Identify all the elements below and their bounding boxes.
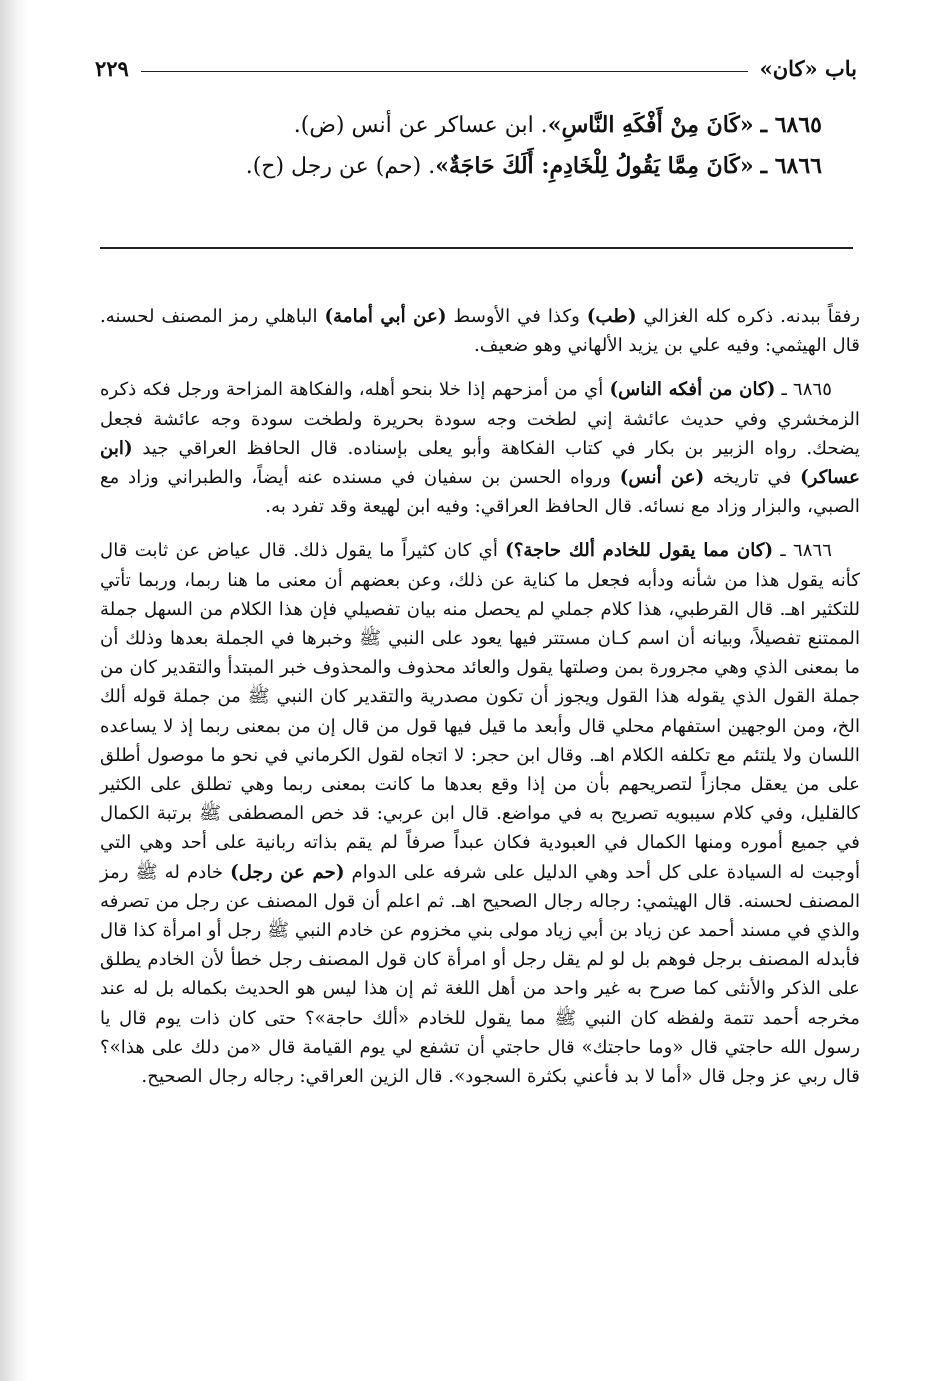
- hadith-source: . ابن عساكر عن أنس (ض).: [293, 113, 548, 138]
- hadith-number: ٦٨٦٥ ـ: [760, 112, 822, 138]
- hadith-entry: [150, 105, 822, 146]
- source-name: (ابن عساكر): [100, 437, 861, 489]
- commentary-text: الباهلي رمز المصنف لحسنه. قال الهيثمي: وفيه علي بن يزيد الألهاني وهو ضعيف.: [100, 306, 860, 357]
- entry-number: ٦٨٦٦ ـ: [773, 540, 833, 562]
- hadith-quote: (كان من أفكه الناس): [609, 379, 776, 401]
- chapter-title: باب «كان»: [759, 55, 857, 81]
- commentary-paragraph: [100, 536, 860, 1091]
- hadith-text: «كَانَ مِنْ أَفْكَهِ النَّاسِ»: [547, 112, 754, 138]
- source-code: (حم عن رجل): [230, 861, 345, 883]
- commentary: [100, 302, 860, 1106]
- narrator: (عن أبي أمامة): [324, 306, 447, 327]
- commentary-text: خادم له ﷺ رمز المصنف لحسنه. قال الهيثمي: رجاله رجال الصحيح اهـ. ثم اعلم أن قول المصنف عن رجل من تصرفه والذي في مسند أحمد عن زياد بن أبي زياد مولى بني مخزوم عن خادم النبي ﷺ رجل أو امرأة كذا قال فأبدله المصنف برجل فوهم بل لو لم يقل رجل أو امرأة كان قول المصنف رجل خطأ لأن الخادم يطلق على الذكر والأنثى كما صرح به غير واحد من أهل اللغة ثم إن هذا ليس هو الحديث بكماله بل له عند مخرجه أحمد تتمة ولفظه كان النبي ﷺ مما يقول للخادم «ألك حاجة»؟ حتى كان ذات يوم قال يا رسول الله حاجتي قال «وما حاجتك» قال حاجتي أن تشفع لي يوم القيامة قال «من دلك على هذا»؟ قال ربي عز وجل قال «أما لا بد فأعني بكثرة السجود». قال الزين العراقي: رجاله رجال الصحيح.: [100, 861, 860, 1088]
- commentary-text: في تاريخه: [704, 467, 801, 489]
- page-number: ٢٢٩: [95, 55, 129, 81]
- commentary-text: أي من أمزحهم إذا خلا بنحو أهله، والفكاهة المزاحة ورجل فكه ذكره الزمخشري وفي حديث عائشة إني لطخت وجه سودة بحريرة ولطخت سودة وجه عائشة فجعل يضحك. رواه الزبير بن بكار في كتاب الفكاهة وأبو يعلى بإسناده. قال الحافظ العراقي جيد: [100, 379, 860, 459]
- section-divider: [100, 247, 853, 249]
- commentary-text: ورواه الحسن بن سفيان في مسنده عنه أيضاً، والطبراني وزاد مع الصبي، والبزار وزاد مع نسائه. قال الحافظ العراقي: وفيه ابن لهيعة وقد تفرد به.: [100, 467, 860, 518]
- hadith-entry: [150, 146, 822, 187]
- hadith-texts: [150, 105, 822, 187]
- narrator: (عن أنس): [619, 467, 705, 489]
- header-rule: [141, 71, 748, 72]
- commentary-paragraph: [100, 302, 860, 360]
- hadith-source: . (حم) عن رجل (ح).: [245, 154, 436, 179]
- hadith-number: ٦٨٦٦ ـ: [760, 153, 822, 179]
- commentary-paragraph: [100, 375, 860, 521]
- running-header: [95, 50, 857, 86]
- source-code: (طب): [586, 306, 637, 327]
- commentary-text: وكذا في الأوسط: [446, 306, 587, 327]
- scan-edge-shadow: [0, 0, 28, 1381]
- commentary-text: أي كان كثيراً ما يقول ذلك. قال عياض عن ثابت قال كأنه يقول هذا من شأنه ودأبه فجعل ما كناية عن ذلك، وعن بعضهم أن معنى ما هنا ربما، وربما تأتي للتكثير اهـ. قال القرطبي، هذا كلام جملي لم يحصل منه بيان تفصيلي فإن هذا الكلام من السهل جملة الممتنع تفصيلاً، وبيانه أن اسم كـان مستتر فيها يعود على النبي ﷺ وخبرها في الجملة بعدها وذلك أن ما بمعنى الذي وهي مجرورة بمن وصلتها يقول والعائد محذوف والمحذوف خبر المبتدأ والتقدير كان من جملة القول الذي يقوله هذا القول ويجوز أن تكون مصدرية والتقدير كان النبي ﷺ من جملة قوله ألك الخ، ومن الوجهين استفهام محلي قال وأبعد ما قيل فيها قول من قال إن من بمعنى ربما إذ لا يساعده اللسان ولا يلتئم مع تكلفه الكلام اهـ. وقال ابن حجر: لا اتجاه لقول الكرماني في نحو ما موصول أطلق على من يعقل مجازاً لتصريحهم بأن من إذا وقع بعدها ما كانت بمعنى ربما وهي تطلق على الكثير كالقليل، وفي كلام سيبويه تصريح به في مواضع. قال ابن عربي: قد خص المصطفى ﷺ برتبة الكمال في جميع أموره ومنها الكمال في العبودية فكان عبداً صرفاً لم يقم بذاته ربانية على أحد وهي التي أوجبت له السيادة على كل أحد وهي الدليل على شرفه على الدوام: [100, 540, 861, 883]
- hadith-text: «كَانَ مِمَّا يَقُولُ لِلْخَادِمِ: أَلَكَ حَاجَةٌ»: [435, 153, 754, 179]
- hadith-quote: (كان مما يقول للخادم ألك حاجة؟): [505, 540, 774, 562]
- commentary-text: رفقاً ببدنه. ذكره كله الغزالي: [636, 306, 860, 327]
- entry-number: ٦٨٦٥ ـ: [775, 379, 832, 401]
